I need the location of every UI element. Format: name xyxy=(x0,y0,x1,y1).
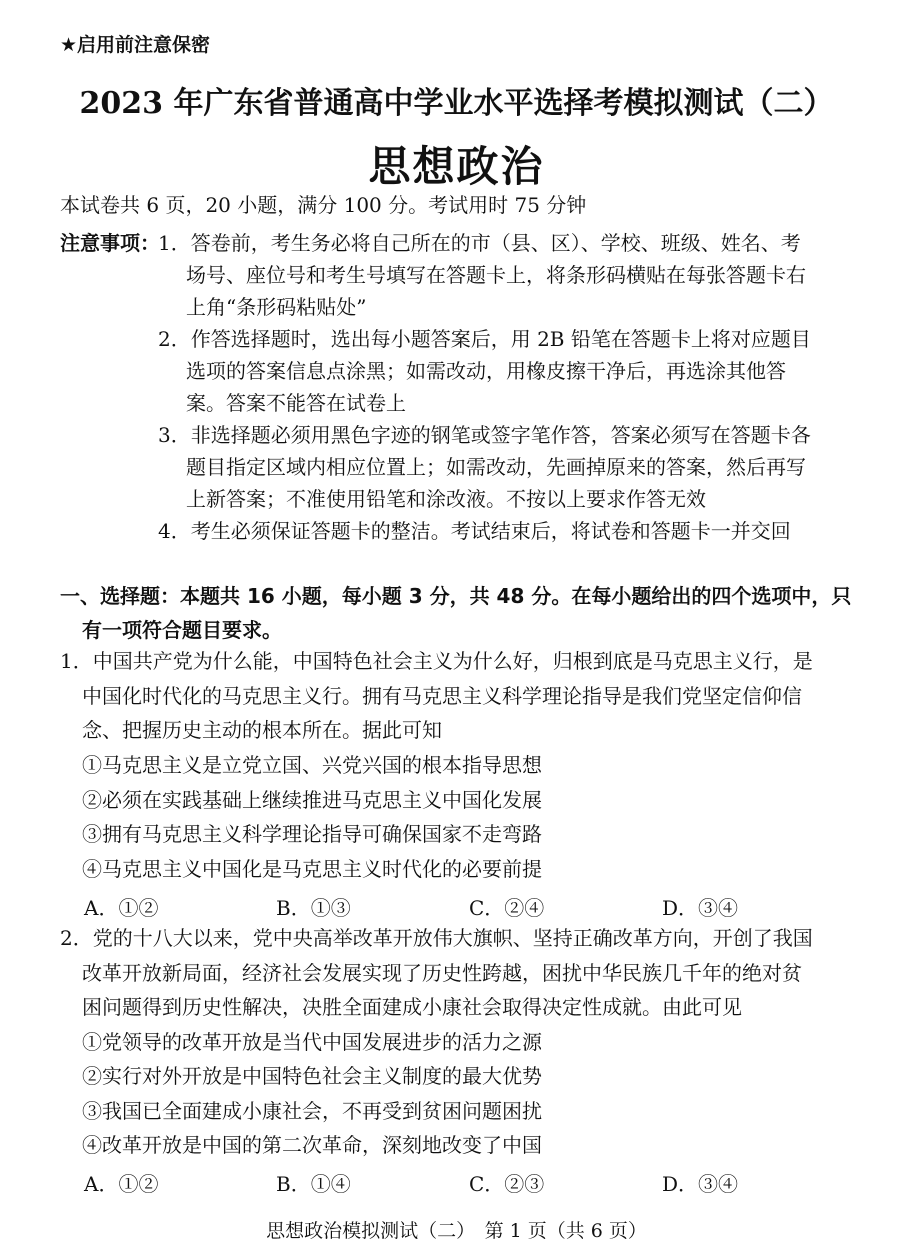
question-2-option-d: D．③④ xyxy=(662,1172,739,1196)
question-1-option-c: C．②④ xyxy=(469,896,545,920)
notice-line: 2．作答选择题时，选出每小题答案后，用 2B 铅笔在答题卡上将对应题目 xyxy=(158,327,811,351)
question-2-option-c: C．②③ xyxy=(469,1172,545,1196)
section-heading: 一、选择题：本题共 16 小题，每小题 3 分，共 48 分。在每小题给出的四个选项中，只 xyxy=(60,584,852,608)
notice-line: 4．考生必须保证答题卡的整洁。考试结束后，将试卷和答题卡一并交回 xyxy=(158,519,791,543)
notice-line: 场号、座位号和考生号填写在答题卡上，将条形码横贴在每张答题卡右 xyxy=(186,263,806,287)
question-1-option-a: A．①② xyxy=(84,896,159,920)
section-heading: 有一项符合题目要求。 xyxy=(82,618,282,642)
question-2-item: ②实行对外开放是中国特色社会主义制度的最大优势 xyxy=(82,1064,542,1088)
question-1-stem: 念、把握历史主动的根本所在。据此可知 xyxy=(82,718,442,742)
question-2-stem: 2．党的十八大以来，党中央高举改革开放伟大旗帜、坚持正确改革方向，开创了我国 xyxy=(60,926,813,950)
question-2-item: ④改革开放是中国的第二次革命，深刻地改变了中国 xyxy=(82,1133,542,1157)
notice-line: 题目指定区域内相应位置上；如需改动，先画掉原来的答案，然后再写 xyxy=(186,455,806,479)
question-1-item: ③拥有马克思主义科学理论指导可确保国家不走弯路 xyxy=(82,822,542,846)
page-footer: 思想政治模拟测试（二） 第 1 页（共 6 页） xyxy=(266,1220,647,1242)
question-2-option-a: A．①② xyxy=(84,1172,159,1196)
question-1-item: ①马克思主义是立党立国、兴党兴国的根本指导思想 xyxy=(82,753,542,777)
question-2-item: ③我国已全面建成小康社会，不再受到贫困问题困扰 xyxy=(82,1099,542,1123)
question-2-stem: 改革开放新局面，经济社会发展实现了历史性跨越，困扰中华民族几千年的绝对贫 xyxy=(82,961,802,985)
subject-title: 思想政治 xyxy=(368,142,545,191)
question-2-stem: 困问题得到历史性解决，决胜全面建成小康社会取得决定性成就。由此可见 xyxy=(82,995,742,1019)
question-1-option-b: B．①③ xyxy=(276,896,351,920)
confidential-mark: ★启用前注意保密 xyxy=(60,34,211,56)
notice-line: 上新答案；不准使用铅笔和涂改液。不按以上要求作答无效 xyxy=(186,487,706,511)
notice-line: 选项的答案信息点涂黑；如需改动，用橡皮擦干净后，再选涂其他答 xyxy=(186,359,786,383)
notice-line: 1．答卷前，考生务必将自己所在的市（县、区）、学校、班级、姓名、考 xyxy=(158,231,801,255)
question-1-stem: 中国化时代化的马克思主义行。拥有马克思主义科学理论指导是我们党坚定信仰信 xyxy=(82,684,802,708)
notice-label: 注意事项： xyxy=(60,231,160,255)
question-2-option-b: B．①④ xyxy=(276,1172,351,1196)
question-2-item: ①党领导的改革开放是当代中国发展进步的活力之源 xyxy=(82,1030,542,1054)
exam-title: 2023 年广东省普通高中学业水平选择考模拟测试（二） xyxy=(79,86,834,121)
question-1-stem: 1．中国共产党为什么能，中国特色社会主义为什么好，归根到底是马克思主义行，是 xyxy=(60,649,813,673)
question-1-item: ④马克思主义中国化是马克思主义时代化的必要前提 xyxy=(82,857,542,881)
notice-line: 3．非选择题必须用黑色字迹的钢笔或签字笔作答，答案必须写在答题卡各 xyxy=(158,423,811,447)
notice-line: 案。答案不能答在试卷上 xyxy=(186,391,406,415)
question-1-option-d: D．③④ xyxy=(662,896,739,920)
notice-line: 上角“条形码粘贴处” xyxy=(186,295,367,319)
question-1-item: ②必须在实践基础上继续推进马克思主义中国化发展 xyxy=(82,788,542,812)
exam-info-line: 本试卷共 6 页，20 小题，满分 100 分。考试用时 75 分钟 xyxy=(60,193,587,217)
